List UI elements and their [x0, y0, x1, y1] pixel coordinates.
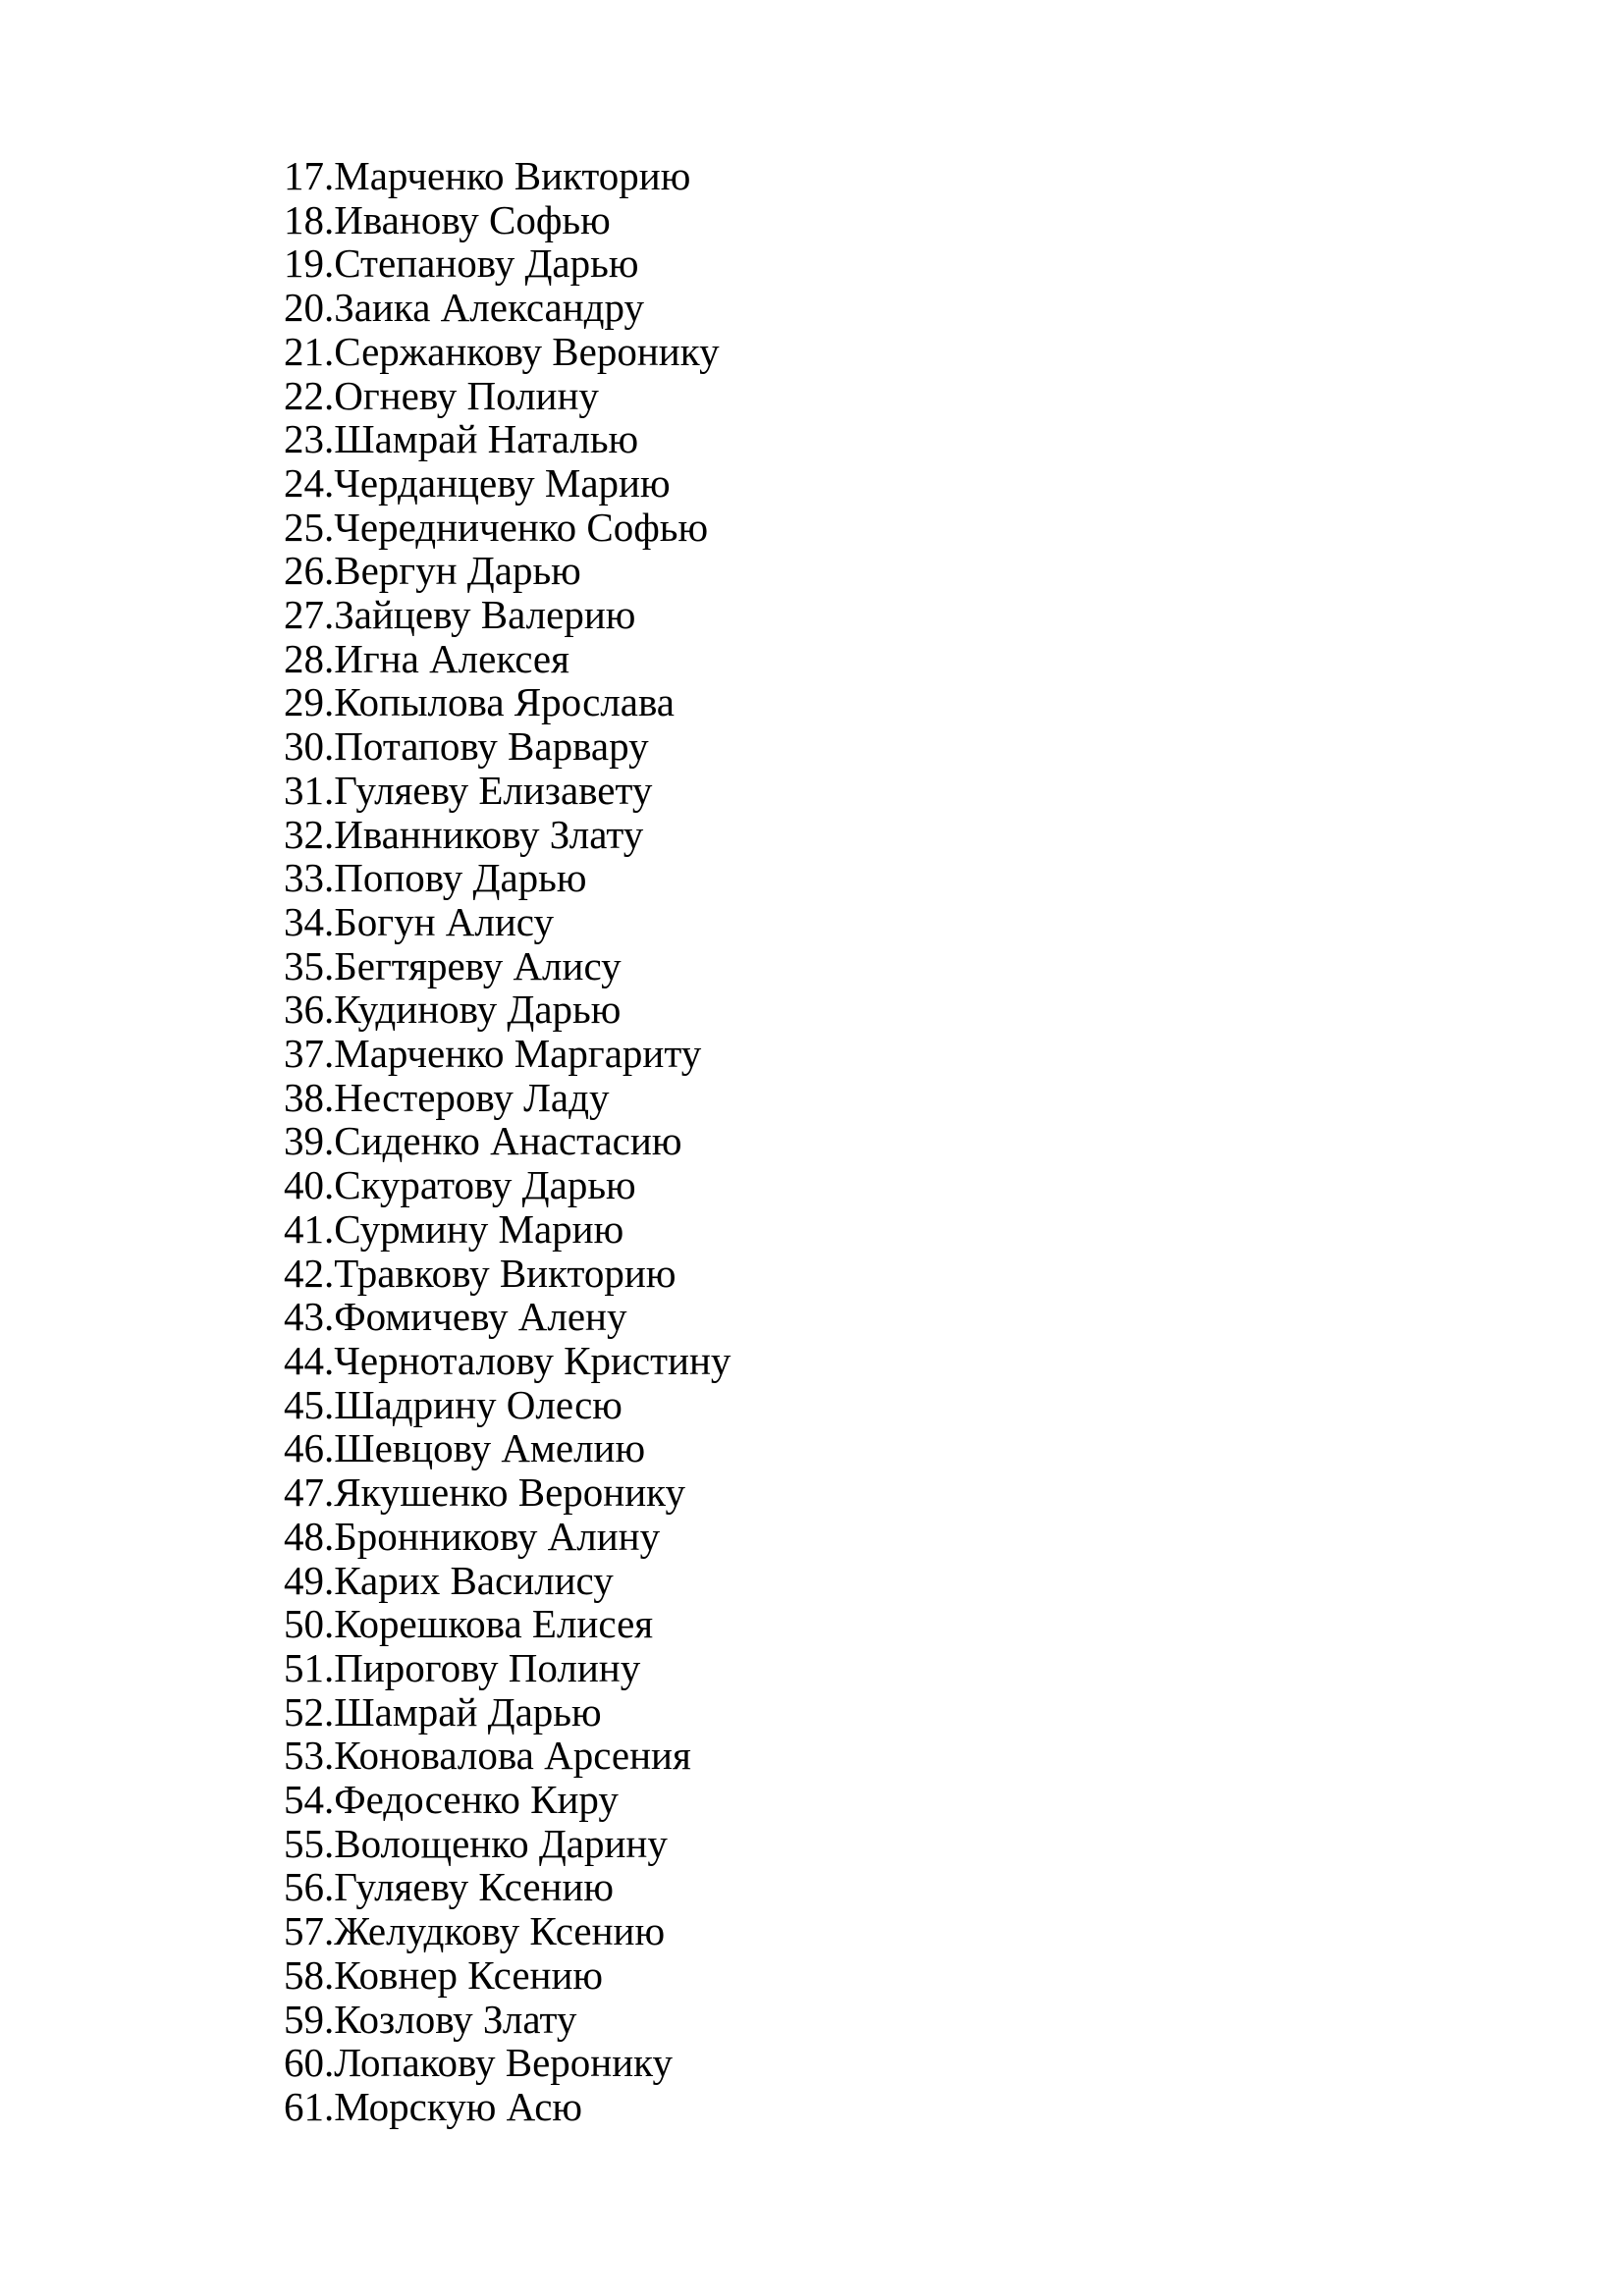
item-number: 50: [284, 1601, 324, 1647]
list-item: [284, 461, 731, 506]
list-item: [284, 1515, 731, 1559]
list-item: [284, 1119, 731, 1163]
item-number-separator: .: [324, 942, 335, 988]
list-item: [284, 769, 731, 813]
list-item: [284, 1646, 731, 1690]
list-item: [284, 374, 731, 418]
item-name: Коновалова Арсения: [334, 1733, 691, 1779]
item-number: 56: [284, 1864, 324, 1910]
list-item: [284, 1602, 731, 1646]
item-name: Бронникову Алину: [334, 1513, 661, 1559]
item-name: Степанову Дарью: [334, 240, 639, 287]
item-name: Козлову Злату: [334, 1996, 577, 2042]
item-name: Зайцеву Валерию: [334, 592, 636, 638]
item-name: Волощенко Дарину: [334, 1820, 668, 1866]
item-number-separator: .: [324, 1951, 335, 1998]
list-item: [284, 286, 731, 330]
list-item: [284, 1909, 731, 1953]
item-number-separator: .: [324, 1381, 335, 1427]
list-item: [284, 1778, 731, 1822]
list-item: [284, 593, 731, 637]
item-number: 26: [284, 548, 324, 594]
item-number-separator: .: [324, 987, 335, 1033]
item-number-separator: .: [324, 1996, 335, 2042]
item-number-separator: .: [324, 1557, 335, 1603]
item-name: Желудкову Ксению: [334, 1908, 666, 1954]
item-number-separator: .: [324, 679, 335, 725]
list-item: [284, 1822, 731, 1866]
item-name: Корешкова Елисея: [334, 1601, 654, 1647]
item-name: Шамрай Дарью: [334, 1688, 602, 1735]
item-name: Скуратову Дарью: [334, 1162, 636, 1208]
item-number-separator: .: [324, 898, 335, 944]
item-number-separator: .: [324, 372, 335, 418]
item-name: Иванову Софью: [334, 196, 611, 242]
list-item: [284, 856, 731, 900]
list-item: [284, 330, 731, 374]
list-item: [284, 1559, 731, 1603]
list-item: [284, 1383, 731, 1427]
item-name: Ковнер Ксению: [334, 1951, 604, 1998]
item-number: 35: [284, 942, 324, 988]
list-item: [284, 900, 731, 944]
list-item: [284, 1998, 731, 2042]
item-number: 43: [284, 1294, 324, 1340]
item-number: 45: [284, 1381, 324, 1427]
item-number: 18: [284, 196, 324, 242]
list-item: [284, 813, 731, 857]
item-number-separator: .: [324, 1908, 335, 1954]
item-number-separator: .: [324, 1425, 335, 1471]
item-name: Гуляеву Ксению: [334, 1864, 615, 1910]
item-name: Лопакову Веронику: [334, 2040, 673, 2086]
item-number-separator: .: [324, 504, 335, 550]
list-item: [284, 680, 731, 724]
list-item: [284, 1690, 731, 1735]
item-number-separator: .: [324, 1820, 335, 1866]
item-number: 47: [284, 1469, 324, 1516]
item-number-separator: .: [324, 1513, 335, 1559]
list-item: [284, 506, 731, 550]
item-number-separator: .: [324, 723, 335, 770]
list-item: [284, 2085, 731, 2129]
item-number: 17: [284, 153, 324, 198]
item-name: Бегтяреву Алису: [334, 942, 622, 988]
item-number-separator: .: [324, 767, 335, 813]
item-name: Игна Алексея: [334, 635, 569, 681]
list-item: [284, 1163, 731, 1207]
list-item: [284, 1734, 731, 1778]
item-number-separator: .: [324, 1864, 335, 1910]
item-name: Попову Дарью: [334, 855, 587, 901]
list-item: [284, 1470, 731, 1515]
item-name: Шамрай Наталью: [334, 416, 639, 462]
item-number-separator: .: [324, 1469, 335, 1516]
item-number: 23: [284, 416, 324, 462]
item-number-separator: .: [324, 1205, 335, 1252]
item-name: Сержанкову Веронику: [334, 328, 720, 374]
item-number-separator: .: [324, 1074, 335, 1120]
list-item: [284, 1032, 731, 1076]
item-name: Черданцеву Марию: [334, 459, 671, 506]
item-name: Пирогову Полину: [334, 1644, 641, 1690]
item-name: Нестерову Ладу: [334, 1074, 610, 1120]
item-number-separator: .: [324, 416, 335, 462]
item-name: Гуляеву Елизавету: [334, 767, 653, 813]
item-number: 32: [284, 811, 324, 857]
item-number-separator: .: [324, 1688, 335, 1735]
item-number: 48: [284, 1513, 324, 1559]
item-name: Потапову Варвару: [334, 723, 649, 770]
list-item: [284, 417, 731, 461]
item-number: 38: [284, 1074, 324, 1120]
item-name: Чередниченко Софью: [334, 504, 709, 550]
item-number-separator: .: [324, 1337, 335, 1383]
item-number: 51: [284, 1644, 324, 1690]
item-number: 28: [284, 635, 324, 681]
item-name: Морскую Асю: [334, 2083, 583, 2129]
item-number: 49: [284, 1557, 324, 1603]
item-name: Сиденко Анастасию: [334, 1118, 682, 1164]
item-number: 22: [284, 372, 324, 418]
list-item: [284, 1252, 731, 1296]
item-number: 40: [284, 1162, 324, 1208]
list-item: [284, 549, 731, 593]
item-number: 37: [284, 1031, 324, 1077]
item-name: Травкову Викторию: [334, 1250, 677, 1296]
item-number-separator: .: [324, 1644, 335, 1690]
list-item: [284, 1339, 731, 1383]
item-number: 44: [284, 1337, 324, 1383]
list-item: [284, 154, 731, 198]
item-number: 39: [284, 1118, 324, 1164]
list-item: [284, 1076, 731, 1120]
item-number: 61: [284, 2083, 324, 2129]
item-name: Богун Алису: [334, 898, 554, 944]
item-number-separator: .: [324, 459, 335, 506]
item-number: 24: [284, 459, 324, 506]
item-number: 34: [284, 898, 324, 944]
item-number-separator: .: [324, 855, 335, 901]
item-number: 57: [284, 1908, 324, 1954]
item-name: Иванникову Злату: [334, 811, 644, 857]
item-number: 33: [284, 855, 324, 901]
item-number: 36: [284, 987, 324, 1033]
item-name: Марченко Викторию: [334, 153, 691, 198]
item-number-separator: .: [324, 328, 335, 374]
item-number-separator: .: [324, 635, 335, 681]
item-number-separator: .: [324, 1118, 335, 1164]
item-number: 42: [284, 1250, 324, 1296]
item-name: Федосенко Киру: [334, 1777, 619, 1823]
item-name: Шевцову Амелию: [334, 1425, 646, 1471]
item-number: 25: [284, 504, 324, 550]
list-item: [284, 724, 731, 769]
item-number-separator: .: [324, 1601, 335, 1647]
item-number: 53: [284, 1733, 324, 1779]
item-name: Фомичеву Алену: [334, 1294, 627, 1340]
item-number-separator: .: [324, 592, 335, 638]
item-name: Якушенко Веронику: [334, 1469, 685, 1516]
item-name: Марченко Маргариту: [334, 1031, 702, 1077]
list-item: [284, 1295, 731, 1339]
item-number-separator: .: [324, 240, 335, 287]
list-item: [284, 988, 731, 1032]
item-number-separator: .: [324, 1162, 335, 1208]
item-name: Копылова Ярослава: [334, 679, 676, 725]
item-number: 52: [284, 1688, 324, 1735]
item-number: 20: [284, 285, 324, 331]
item-number: 59: [284, 1996, 324, 2042]
item-number-separator: .: [324, 1250, 335, 1296]
item-name: Вергун Дарью: [334, 548, 581, 594]
list-item: [284, 1865, 731, 1909]
item-number: 46: [284, 1425, 324, 1471]
item-number: 31: [284, 767, 324, 813]
item-name: Сурмину Марию: [334, 1205, 624, 1252]
item-name: Черноталову Кристину: [334, 1337, 731, 1383]
list-item: [284, 1207, 731, 1252]
item-number: 60: [284, 2040, 324, 2086]
item-name: Шадрину Олесю: [334, 1381, 623, 1427]
item-number: 55: [284, 1820, 324, 1866]
item-number-separator: .: [324, 196, 335, 242]
item-number-separator: .: [324, 2040, 335, 2086]
item-number: 21: [284, 328, 324, 374]
item-number-separator: .: [324, 285, 335, 331]
item-number-separator: .: [324, 153, 335, 198]
item-number: 41: [284, 1205, 324, 1252]
item-number-separator: .: [324, 1031, 335, 1077]
numbered-name-list: [284, 154, 731, 2129]
list-item: [284, 1953, 731, 1998]
list-item: [284, 241, 731, 286]
item-number: 30: [284, 723, 324, 770]
item-number: 29: [284, 679, 324, 725]
item-number: 19: [284, 240, 324, 287]
item-name: Огневу Полину: [334, 372, 599, 418]
item-number: 58: [284, 1951, 324, 1998]
item-name: Заика Александру: [334, 285, 644, 331]
list-item: [284, 944, 731, 988]
list-item: [284, 637, 731, 681]
list-item: [284, 1426, 731, 1470]
item-name: Карих Василису: [334, 1557, 614, 1603]
item-number-separator: .: [324, 548, 335, 594]
item-number-separator: .: [324, 1294, 335, 1340]
list-item: [284, 198, 731, 242]
item-number-separator: .: [324, 811, 335, 857]
item-name: Кудинову Дарью: [334, 987, 622, 1033]
item-number-separator: .: [324, 2083, 335, 2129]
item-number: 54: [284, 1777, 324, 1823]
item-number-separator: .: [324, 1733, 335, 1779]
list-item: [284, 2041, 731, 2085]
item-number-separator: .: [324, 1777, 335, 1823]
item-number: 27: [284, 592, 324, 638]
